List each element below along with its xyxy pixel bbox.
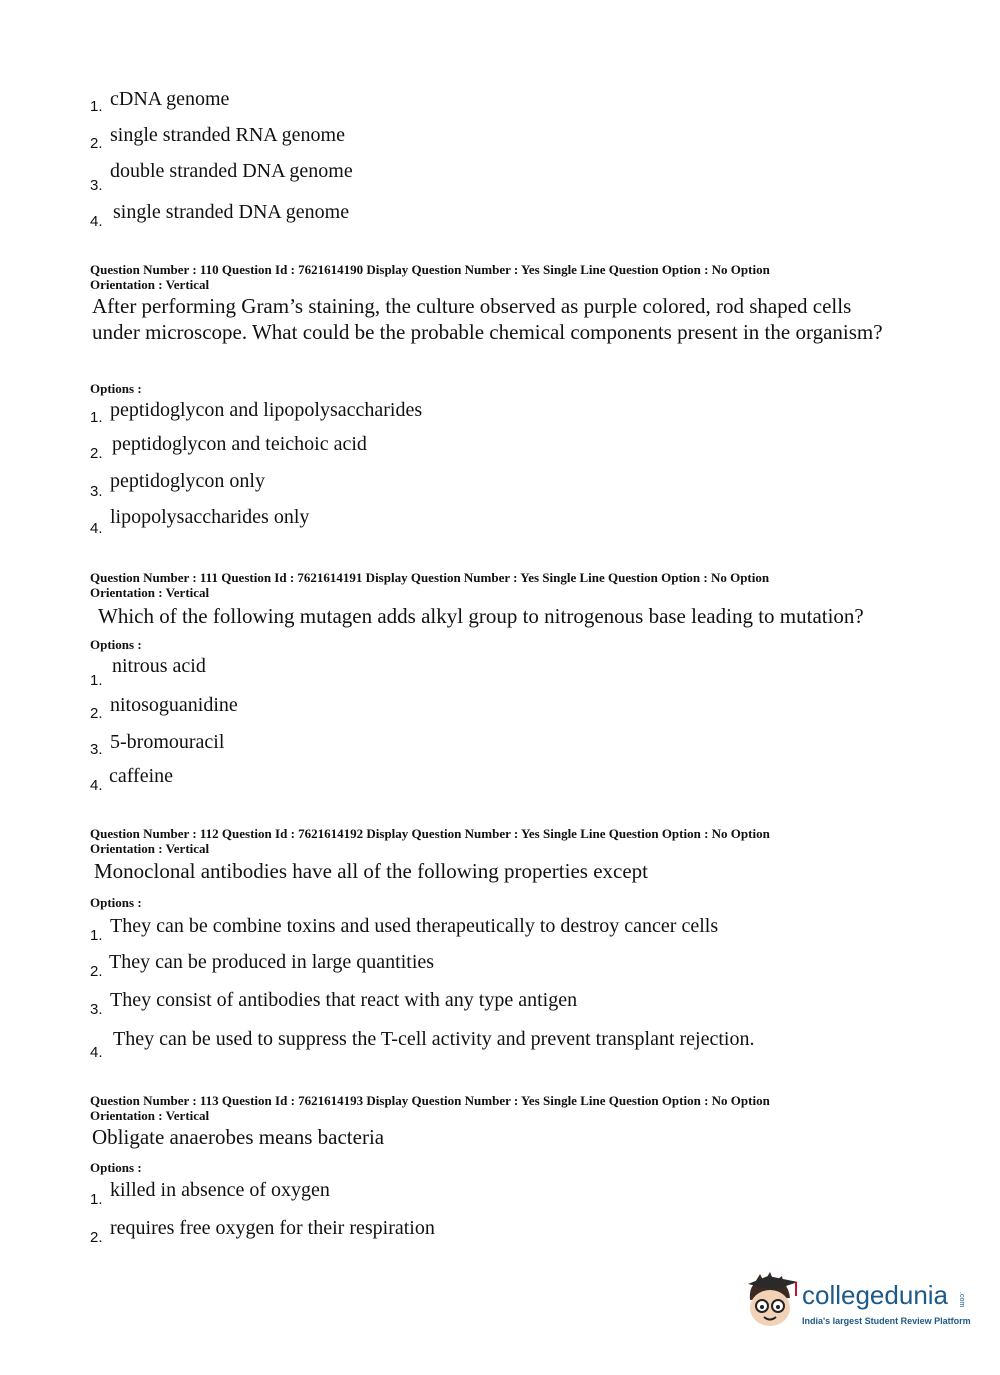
meta-line-1: Question Number : 112 Question Id : 7621614192 Display Question Number : Yes Single Line Question Option : No Option — [90, 826, 770, 841]
option-number: 1. — [90, 409, 103, 426]
option-text: caffeine — [109, 765, 174, 787]
question-meta — [90, 570, 890, 600]
question-meta — [90, 262, 890, 292]
option-number: 3. — [90, 741, 103, 758]
option-text: peptidoglycon and lipopolysaccharides — [110, 399, 423, 421]
option-number: 4. — [90, 213, 103, 230]
question-text: Obligate anaerobes means bacteria — [92, 1125, 385, 1149]
options-label: Options : — [90, 895, 142, 910]
option-number: 1. — [90, 672, 103, 689]
option-number: 3. — [90, 483, 103, 500]
question-text: Monoclonal antibodies have all of the following properties except — [94, 859, 649, 883]
option-number: 2. — [90, 445, 103, 462]
question-meta — [90, 826, 890, 856]
option-number: 4. — [90, 520, 103, 537]
collegedunia-logo — [740, 1270, 970, 1340]
option-number: 1. — [90, 927, 103, 944]
options-label: Options : — [90, 1160, 142, 1175]
option-text: They can be combine toxins and used therapeutically to destroy cancer cells — [110, 915, 719, 937]
option-text: They can be used to suppress the T-cell activity and prevent transplant rejection. — [113, 1028, 755, 1050]
option-number: 3. — [90, 1001, 103, 1018]
option-text: cDNA genome — [110, 88, 230, 110]
option-number: 1. — [90, 1191, 103, 1208]
logo-tagline: India's largest Student Review Platform — [802, 1316, 971, 1326]
option-number: 2. — [90, 135, 103, 152]
meta-line-2: Orientation : Vertical — [90, 841, 210, 856]
option-number: 1. — [90, 98, 103, 115]
meta-line-2: Orientation : Vertical — [90, 585, 210, 600]
meta-line-1: Question Number : 113 Question Id : 7621614193 Display Question Number : Yes Single Line Question Option : No Option — [90, 1093, 770, 1108]
option-text: peptidoglycon and teichoic acid — [112, 433, 367, 455]
mascot-icon — [740, 1270, 800, 1336]
logo-wordmark: collegedunia — [802, 1280, 949, 1310]
logo-domain: .com — [958, 1292, 965, 1308]
question-text: After performing Gram’s staining, the culture observed as purple colored, rod shaped cells under microscope. What could be the probable chemical components present in the organism? — [92, 294, 883, 344]
meta-line-1: Question Number : 110 Question Id : 7621614190 Display Question Number : Yes Single Line Question Option : No Option — [90, 262, 770, 277]
option-text: peptidoglycon only — [110, 470, 265, 492]
option-text: single stranded DNA genome — [113, 201, 350, 223]
option-number: 2. — [90, 963, 103, 980]
option-text: double stranded DNA genome — [110, 160, 353, 182]
option-text: nitosoguanidine — [110, 694, 238, 716]
meta-line-2: Orientation : Vertical — [90, 1108, 210, 1123]
option-number: 4. — [90, 1044, 103, 1061]
option-number: 4. — [90, 777, 103, 794]
option-text: They can be produced in large quantities — [109, 951, 435, 973]
question-text: Which of the following mutagen adds alkyl group to nitrogenous base leading to mutation? — [98, 604, 864, 628]
option-text: single stranded RNA genome — [110, 124, 345, 146]
option-number: 3. — [90, 177, 103, 194]
options-label: Options : — [90, 637, 142, 652]
option-number: 2. — [90, 1229, 103, 1246]
option-text: They consist of antibodies that react with any type antigen — [110, 989, 578, 1011]
option-text: lipopolysaccharides only — [110, 506, 310, 528]
meta-line-1: Question Number : 111 Question Id : 7621614191 Display Question Number : Yes Single Line Question Option : No Option — [90, 570, 770, 585]
option-number: 2. — [90, 705, 103, 722]
option-text: 5-bromouracil — [110, 731, 225, 753]
option-text: killed in absence of oxygen — [110, 1179, 330, 1201]
meta-line-2: Orientation : Vertical — [90, 277, 210, 292]
question-meta — [90, 1093, 890, 1123]
option-text: requires free oxygen for their respiration — [110, 1217, 435, 1239]
options-label: Options : — [90, 381, 142, 396]
option-text: nitrous acid — [112, 655, 206, 677]
